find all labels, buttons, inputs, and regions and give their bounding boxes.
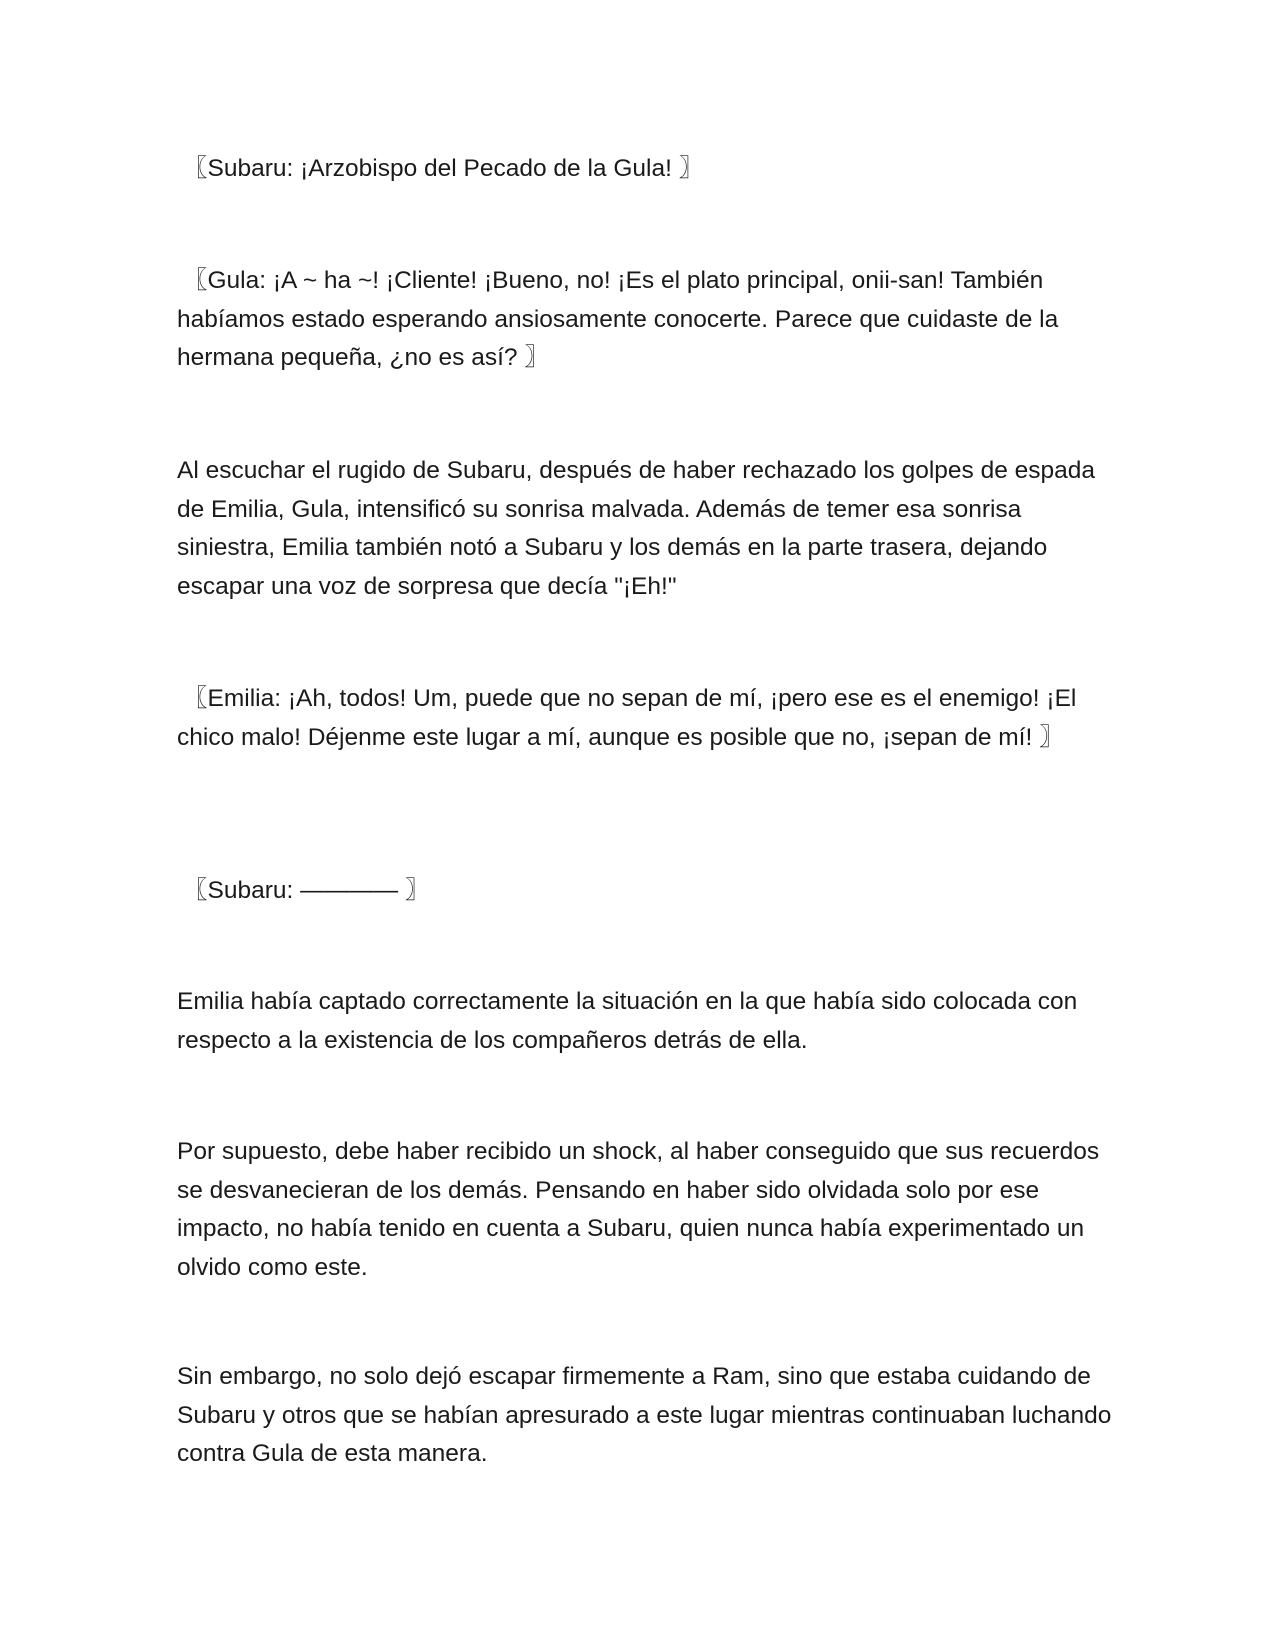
narration-paragraph-4: Sin embargo, no solo dejó escapar firmemente a Ram, sino que estaba cuidando de Subaru y otros que se habían apresurado a este lugar mientras continuaban luchando contra Gula de esta manera.	[177, 1363, 1112, 1467]
dialogue-gula: 〖Gula: ¡A ~ ha ~! ¡Cliente! ¡Bueno, no! ¡Es el plato principal, onii-san! También habíamos estado esperando ansiosamente conocerte. Parece que cuidaste de la hermana pequeña, ¿no es así? 〗	[177, 267, 1059, 371]
dialogue-subaru-1: 〖Subaru: ¡Arzobispo del Pecado de la Gula! 〗	[183, 155, 704, 182]
dialogue-emilia: 〖Emilia: ¡Ah, todos! Um, puede que no sepan de mí, ¡pero ese es el enemigo! ¡El chico malo! Déjenme este lugar a mí, aunque es posible que no, ¡sepan de mí! 〗	[177, 685, 1077, 751]
narration-paragraph-1: Al escuchar el rugido de Subaru, después de haber rechazado los golpes de espada de Emilia, Gula, intensificó su sonrisa malvada. Además de temer esa sonrisa siniestra, Emilia también notó a Subaru y los demás en la parte trasera, dejando escapar una voz de sorpresa que decía "¡Eh!"	[177, 457, 1096, 600]
dialogue-subaru-2: 〖Subaru: ———— 〗	[183, 877, 430, 904]
narration-paragraph-2: Emilia había captado correctamente la situación en la que había sido colocada con respecto a la existencia de los compañeros detrás de ella.	[177, 988, 1078, 1054]
narration-paragraph-3: Por supuesto, debe haber recibido un shock, al haber conseguido que sus recuerdos se desvanecieran de los demás. Pensando en haber sido olvidada solo por ese impacto, no había tenido en cuenta a Subaru, quien nunca había experimentado un olvido como este.	[177, 1138, 1100, 1281]
